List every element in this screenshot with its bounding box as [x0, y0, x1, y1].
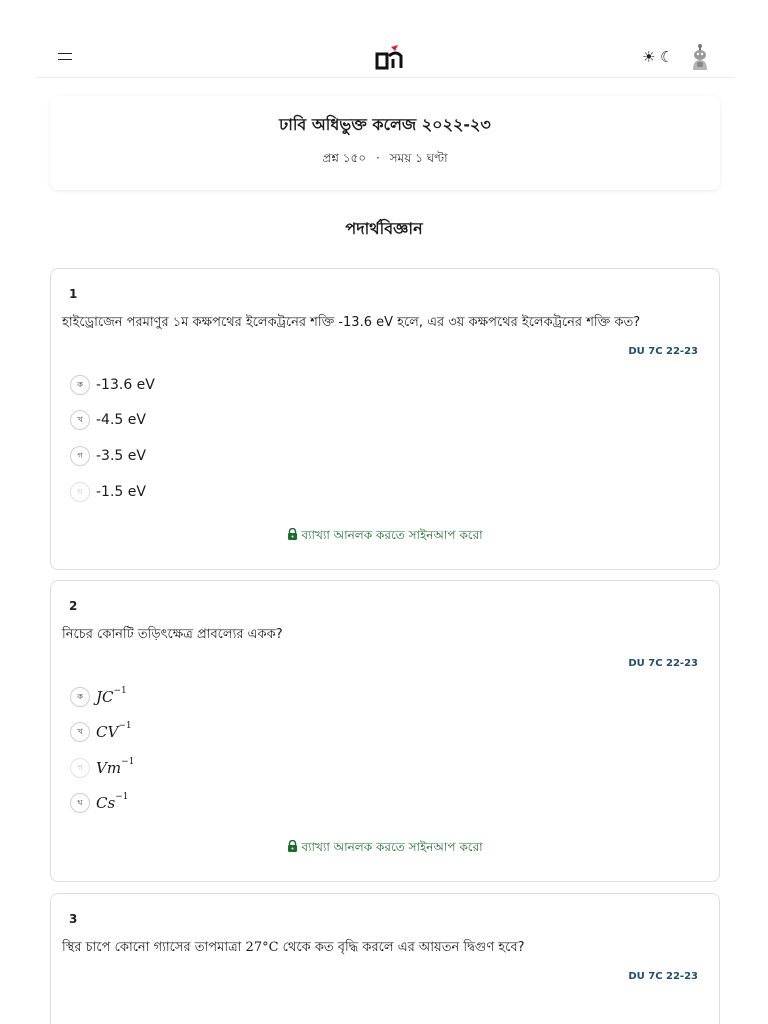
- moon-icon[interactable]: ☾: [660, 48, 674, 66]
- unlock-explanation-label: ব্যাখ্যা আনলক করতে সাইনআপ করো: [301, 840, 483, 854]
- option-text: -4.5 eV: [96, 412, 146, 428]
- exam-meta: [50, 150, 720, 170]
- option-gha[interactable]: [70, 480, 146, 504]
- subject-heading: পদার্থবিজ্ঞান: [345, 219, 423, 238]
- lock-icon: [287, 840, 298, 852]
- question-source-tag: DU 7C 22-23: [628, 658, 698, 669]
- option-ga[interactable]: [70, 756, 134, 780]
- option-gha[interactable]: [70, 791, 128, 815]
- lock-icon: [287, 528, 298, 540]
- option-text: $Cs^{-1}$: [96, 792, 129, 812]
- option-letter-badge: ঘ: [70, 793, 90, 813]
- question-card-1: [50, 268, 720, 570]
- option-letter-badge: ঘ: [70, 482, 90, 502]
- exam-info-card: [50, 96, 720, 190]
- option-text: $CV^{-1}$: [96, 721, 132, 741]
- unlock-explanation-link[interactable]: [51, 839, 719, 859]
- question-number: 2: [69, 599, 78, 613]
- unlock-explanation-label: ব্যাখ্যা আনলক করতে সাইনআপ করো: [301, 528, 483, 542]
- option-letter-badge: ক: [70, 375, 90, 395]
- option-ka[interactable]: [70, 685, 127, 709]
- option-text: -3.5 eV: [96, 448, 146, 464]
- question-source-tag: DU 7C 22-23: [628, 346, 698, 357]
- avatar[interactable]: [688, 42, 712, 72]
- hamburger-menu-icon[interactable]: [58, 53, 72, 61]
- option-text: $JC^{-1}$: [96, 686, 127, 706]
- option-text: $Vm^{-1}$: [96, 757, 135, 777]
- exam-duration: সময় ১ ঘণ্টা: [389, 151, 448, 165]
- option-letter-badge: গ: [70, 446, 90, 466]
- question-card-2: [50, 580, 720, 882]
- logo[interactable]: [374, 44, 404, 72]
- option-text: -13.6 eV: [96, 377, 155, 393]
- question-text: নিচের কোনটি তড়িৎক্ষেত্র প্রাবল্যের একক?: [62, 627, 283, 642]
- question-count: প্রশ্ন ১৫০: [322, 151, 367, 165]
- meta-separator: ·: [375, 151, 380, 165]
- option-kha[interactable]: [70, 720, 132, 744]
- unlock-explanation-link[interactable]: [51, 527, 719, 547]
- question-number: 1: [69, 287, 78, 301]
- option-ka[interactable]: [70, 373, 155, 397]
- option-text: -1.5 eV: [96, 484, 146, 500]
- sun-icon[interactable]: ☀: [642, 48, 656, 66]
- exam-title: ঢাবি অধিভুক্ত কলেজ ২০২২-২৩: [279, 115, 491, 134]
- option-letter-badge: খ: [70, 410, 90, 430]
- question-text: স্থির চাপে কোনো গ্যাসের তাপমাত্রা 27°C থেকে কত বৃদ্ধি করলে এর আয়তন দ্বিগুণ হবে?: [62, 940, 525, 955]
- question-source-tag: DU 7C 22-23: [628, 971, 698, 982]
- option-ga[interactable]: [70, 444, 146, 468]
- question-text: হাইড্রোজেন পরমাণুর ১ম কক্ষপথের ইলেকট্রনের শক্তি -13.6 eV হলে, এর ৩য় কক্ষপথের ইলেকট্রনের শক্তি কত?: [62, 315, 641, 330]
- top-bar: [36, 36, 734, 78]
- option-letter-badge: ক: [70, 687, 90, 707]
- question-card-3: [50, 893, 720, 1024]
- option-letter-badge: গ: [70, 758, 90, 778]
- option-kha[interactable]: [70, 408, 146, 432]
- question-number: 3: [69, 912, 78, 926]
- option-letter-badge: খ: [70, 722, 90, 742]
